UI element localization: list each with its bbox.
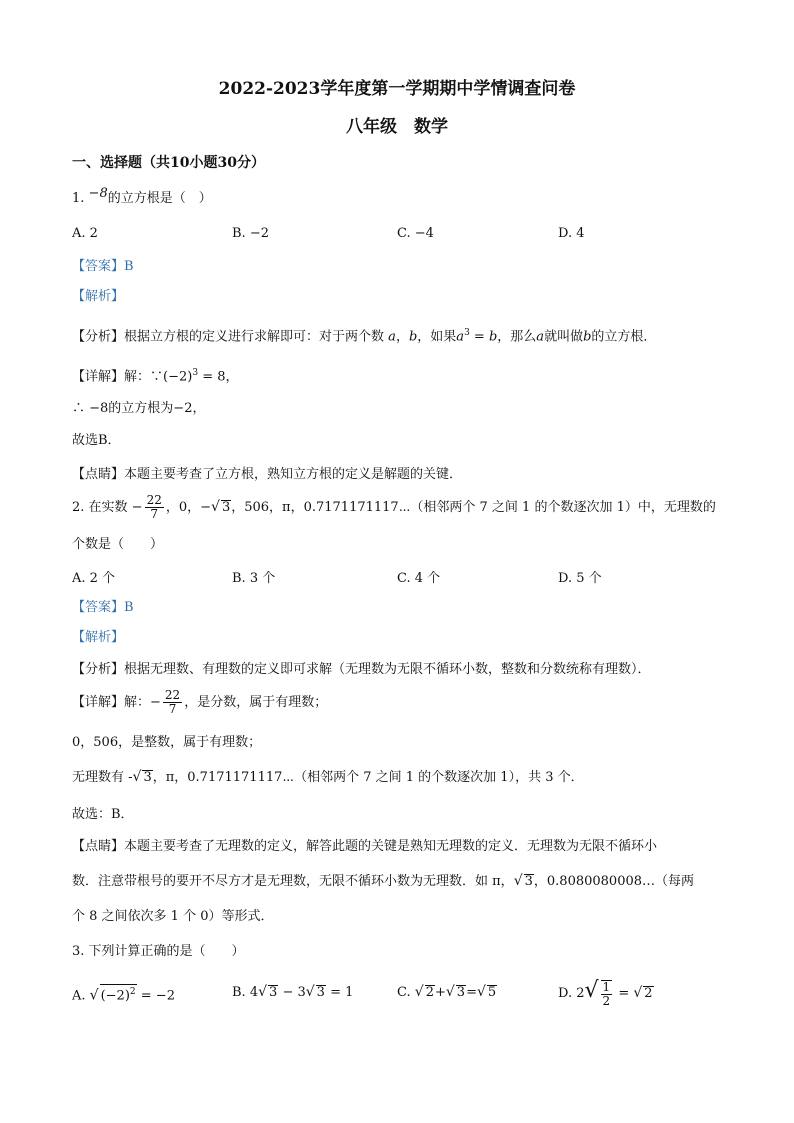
q1-option-c: C. −4	[397, 226, 434, 241]
q1-option-b: B. −2	[232, 226, 269, 241]
question-3-stem: 3. 下列计算正确的是（ ）	[72, 944, 245, 959]
q3-opt-d-sqrt: 2	[644, 986, 653, 1001]
q3-opt-d-den: 2	[602, 993, 611, 1008]
q2-detail-tag: 【详解】	[72, 695, 125, 710]
q1-fenxi-a2: a	[536, 329, 545, 345]
q1-fenxi-sep: ，	[395, 329, 409, 345]
question-2-stem	[72, 492, 716, 523]
section-heading-choice: 一、选择题（共10小题30分）	[72, 155, 265, 171]
q1-fenxi-text4: 就叫做	[544, 329, 584, 345]
q2-analysis-label: 【解析】	[72, 630, 125, 645]
q2-detail-frac-den: 7	[168, 702, 177, 716]
q3-opt-b-radical1-icon: √	[258, 984, 268, 1000]
q2-dianjing-text1: 本题主要考查了无理数的定义，解答此题的关键是熟知无理数的定义．无理数为无限不循环小	[124, 839, 658, 854]
q3-opt-a-rhs: = −2	[136, 988, 175, 1004]
document-subtitle: 八年级 数学	[346, 117, 448, 137]
q1-fenxi	[72, 324, 656, 346]
question-1-stem	[72, 186, 212, 208]
q1-detail	[72, 364, 239, 386]
q3-option-a	[72, 984, 175, 1003]
q1-detail-line3: 故选B．	[72, 433, 121, 448]
q2-detail-frac-num: 22	[164, 688, 181, 702]
q2-answer	[72, 599, 134, 617]
q2-detail-text2: ，是分数，属于有理数；	[184, 695, 328, 710]
q1-analysis-label: 【解析】	[72, 289, 125, 304]
q1-fenxi-text3: ，那么	[497, 329, 537, 345]
q2-answer-tag: 【答案】B	[72, 600, 134, 615]
q1-detail-exp: 3	[192, 368, 199, 378]
q1-fenxi-a: a	[388, 329, 396, 345]
q2-frac-num: 22	[146, 493, 162, 507]
q2-stem-mid1: ，0，−	[165, 500, 212, 515]
q2-dianjing	[72, 838, 657, 856]
q3-option-d	[558, 976, 654, 1009]
q2-dianjing-text2a: 数．注意带根号的要开不尽方才是无理数，无限不循环小数为无理数．如 π，	[72, 874, 514, 889]
q2-stem-mid2: ，506，π，0.7171171117⋯（相邻两个 7 之间 1 的个数逐次加 1）中，无理数的	[231, 500, 716, 515]
q2-option-a: A. 2 个	[72, 571, 116, 586]
q1-analysis-tag	[72, 288, 124, 306]
q3-opt-b-a: 4	[249, 985, 259, 1000]
q2-stem-prefix: 2. 在实数 −	[72, 500, 143, 515]
q1-dianjing	[72, 466, 462, 484]
q1-fenxi-tag: 【分析】	[72, 329, 125, 345]
q2-dianjing-radical-icon: √	[513, 873, 523, 889]
q2-line3-sqrt: 3	[143, 770, 152, 785]
q2-line3-a: 无理数有 -	[72, 770, 133, 785]
q1-fenxi-b2: b	[583, 329, 592, 345]
q3-opt-d-eq: =	[614, 986, 634, 1001]
q2-fenxi	[72, 661, 651, 679]
q2-dianjing-line2	[72, 872, 694, 891]
q3-opt-b-label: B.	[232, 985, 246, 1000]
q1-answer-tag: 【答案】B	[72, 259, 134, 274]
q2-detail-line3	[72, 768, 584, 787]
q2-fenxi-text: 根据无理数、有理数的定义即可求解（无理数为无限不循环小数，整数和分数统称有理数）．	[124, 662, 651, 677]
q3-opt-c-plus: +	[434, 985, 446, 1000]
q3-opt-d-fraction	[601, 980, 613, 1008]
q3-opt-a-exp: 2	[129, 987, 136, 997]
q3-opt-c-eq: =	[466, 985, 477, 1000]
q1-detail-tag: 【详解】	[72, 369, 125, 385]
q3-opt-c-sqrt1: 2	[425, 985, 434, 1000]
q1-stem-text: 的立方根是（ ）	[107, 191, 212, 206]
q1-fenxi-text1: 根据立方根的定义进行求解即可：对于两个数	[124, 329, 385, 345]
q1-dianjing-tag: 【点睛】	[72, 467, 125, 482]
q1-detail-text2: = 8，	[198, 369, 239, 385]
q3-opt-b-sqrt1: 3	[269, 985, 278, 1000]
q1-value: −8	[88, 186, 108, 201]
q2-detail-line4: 故选：B．	[72, 807, 134, 822]
q2-option-d: D. 5 个	[558, 571, 602, 586]
q2-sqrt: 3	[221, 500, 231, 515]
q2-radical-icon: √	[211, 499, 220, 515]
document-title: 2022-2023学年度第一学期期中学情调查问卷	[218, 79, 576, 99]
q3-opt-a-radical-icon: √	[89, 987, 99, 1004]
q2-option-c: C. 4 个	[397, 571, 441, 586]
q1-fenxi-text5: 的立方根．	[591, 329, 657, 345]
q2-detail-fraction	[163, 689, 182, 716]
q3-opt-c-sqrt3: 5	[487, 985, 497, 1000]
q3-opt-c-label: C.	[397, 985, 411, 1000]
q3-opt-c-radical1-icon: √	[414, 984, 424, 1000]
q1-fenxi-b: b	[408, 329, 418, 345]
q2-detail	[72, 688, 327, 718]
q3-option-c	[397, 984, 497, 1000]
q3-opt-b-b: − 3	[278, 985, 306, 1000]
q2-frac-den: 7	[150, 507, 159, 521]
q1-number: 1.	[72, 191, 85, 206]
q2-option-b: B. 3 个	[232, 571, 276, 586]
q1-fenxi-eq: a	[456, 329, 465, 345]
q3-opt-d-label: D.	[558, 986, 573, 1001]
q3-opt-a-sqrt	[100, 984, 137, 1003]
q1-detail-text1: 解：∵(−2)	[124, 369, 193, 385]
q3-opt-d-radical2-icon: √	[633, 985, 643, 1001]
q2-analysis-tag	[72, 629, 124, 647]
q3-opt-d-num: 1	[602, 979, 611, 994]
q3-opt-d-coef: 2	[576, 986, 585, 1001]
q3-opt-a-label: A.	[72, 988, 86, 1004]
q1-option-d: D. 4	[558, 226, 585, 241]
q2-dianjing-sqrt: 3	[524, 874, 533, 889]
q1-fenxi-text2: ，如果	[417, 329, 457, 345]
q2-dianjing-tag: 【点睛】	[72, 839, 125, 854]
q2-stem-line2: 个数是（ ）	[72, 537, 164, 552]
q1-dianjing-text: 本题主要考查了立方根，熟知立方根的定义是解题的关键．	[124, 467, 463, 482]
q2-detail-text1: 解：−	[124, 695, 161, 710]
q2-fraction	[145, 494, 164, 521]
q2-line3-radical-icon: √	[132, 769, 142, 785]
q1-option-a: A. 2	[72, 226, 98, 241]
q2-detail-line2: 0，506，是整数，属于有理数；	[72, 735, 262, 750]
q2-line3-b: ，π，0.7171171117⋯（相邻两个 7 之间 1 的个数逐次加 1），共 3 个．	[152, 770, 584, 785]
q2-fenxi-tag: 【分析】	[72, 662, 125, 677]
q2-dianjing-line3: 个 8 之间依次多 1 个 0）等形式．	[72, 909, 274, 924]
q2-dianjing-text2b: ，0.8080080008…（每两	[533, 874, 695, 889]
q3-opt-d-radical1-icon: √	[584, 978, 599, 1003]
q1-fenxi-eq2: = b	[469, 329, 498, 345]
q3-opt-c-radical3-icon: √	[476, 984, 486, 1000]
q3-opt-b-sqrt2: 3	[316, 985, 325, 1000]
q1-answer	[72, 258, 134, 276]
q1-fenxi-exp: 3	[464, 328, 470, 338]
q3-opt-c-radical2-icon: √	[445, 984, 455, 1000]
q3-opt-c-sqrt2: 3	[456, 985, 466, 1000]
q3-opt-b-radical2-icon: √	[305, 984, 315, 1000]
q3-option-b	[232, 984, 353, 1000]
q1-detail-line2: ∴ −8的立方根为−2，	[72, 401, 206, 416]
q3-opt-a-inner: (−2)	[100, 988, 130, 1004]
q3-opt-b-c: = 1	[325, 985, 354, 1000]
